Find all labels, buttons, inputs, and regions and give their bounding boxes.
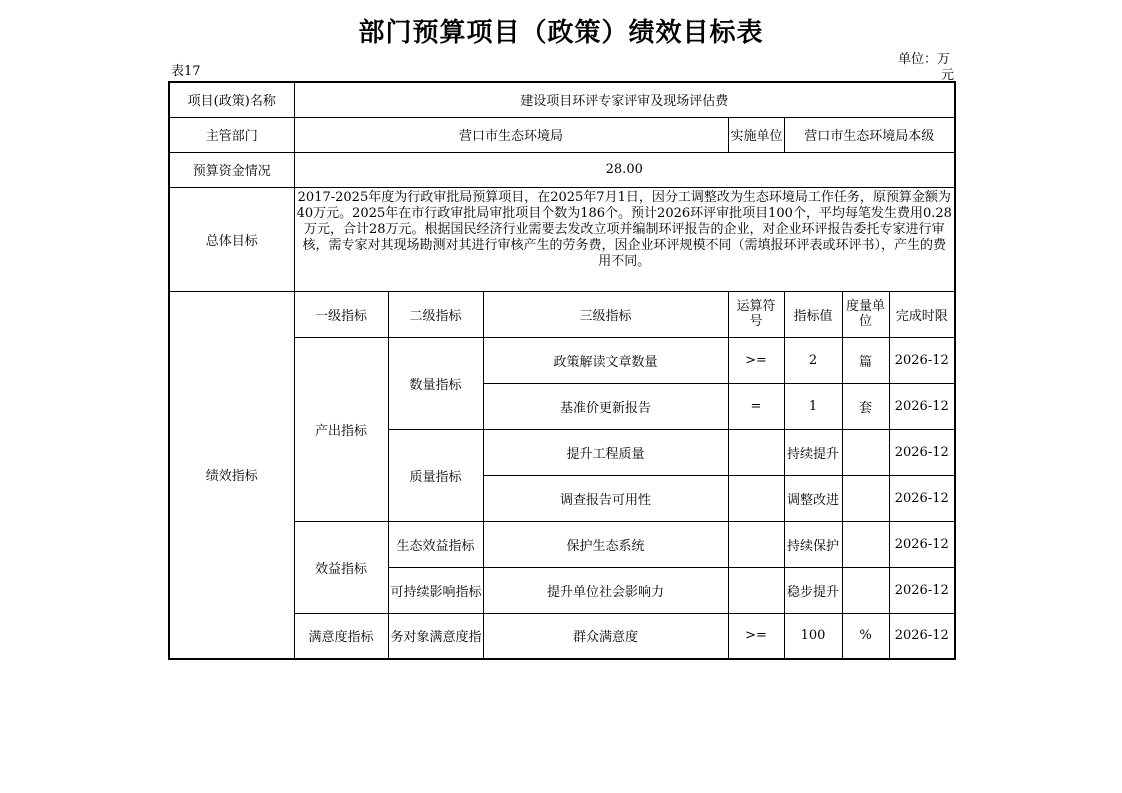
indicator-unit [842,521,889,567]
project-name-label: 项目(政策)名称 [169,82,294,117]
indicator-op [728,475,784,521]
goal-row [169,187,955,291]
indicator-name: 提升工程质量 [483,429,728,475]
indicator-name: 群众满意度 [483,613,728,659]
header-operator: 运算符号 [728,291,784,337]
indicator-op [728,429,784,475]
budget-row [169,152,955,187]
table-number: 表17 [171,64,201,79]
indicator-value: 100 [784,613,842,659]
group-eco: 生态效益指标 [388,521,483,567]
indicator-unit: % [842,613,889,659]
header-level2: 二级指标 [388,291,483,337]
indicator-value: 持续提升 [784,429,842,475]
indicator-unit: 套 [842,383,889,429]
indicator-value: 持续保护 [784,521,842,567]
group-service-satisfaction: 务对象满意度指 [388,613,483,659]
header-deadline: 完成时限 [889,291,955,337]
header-level3: 三级指标 [483,291,728,337]
indicator-name: 提升单位社会影响力 [483,567,728,613]
dept-value: 营口市生态环境局 [294,117,728,152]
indicator-unit: 篇 [842,337,889,383]
unit-label-line2: 元 [940,68,954,83]
indicator-op: >= [728,613,784,659]
indicator-unit [842,567,889,613]
group-output: 产出指标 [294,337,388,521]
unit-label-line1: 单位：万 [898,52,951,67]
group-quantity: 数量指标 [388,337,483,429]
department-row [169,117,955,152]
budget-value: 28.00 [294,152,955,187]
header-level1: 一级指标 [294,291,388,337]
project-name-row [169,82,955,117]
indicator-deadline: 2026-12 [889,383,955,429]
indicator-deadline: 2026-12 [889,567,955,613]
indicator-deadline: 2026-12 [889,521,955,567]
header-row [169,291,955,337]
impl-value: 营口市生态环境局本级 [784,117,955,152]
page-title: 部门预算项目（政策）绩效目标表 [358,18,764,48]
perf-label: 绩效指标 [169,291,294,659]
dept-label: 主管部门 [169,117,294,152]
project-name-value: 建设项目环评专家评审及现场评估费 [294,82,955,117]
performance-table [168,81,956,660]
indicator-deadline: 2026-12 [889,475,955,521]
indicator-value: 2 [784,337,842,383]
indicator-op: = [728,383,784,429]
budget-label: 预算资金情况 [169,152,294,187]
indicator-name: 基准价更新报告 [483,383,728,429]
indicator-value: 1 [784,383,842,429]
indicator-op [728,521,784,567]
header-value: 指标值 [784,291,842,337]
group-satisfaction: 满意度指标 [294,613,388,659]
indicator-deadline: 2026-12 [889,613,955,659]
group-quality: 质量指标 [388,429,483,521]
goal-label: 总体目标 [169,187,294,291]
group-sustain: 可持续影响指标 [388,567,483,613]
indicator-unit [842,429,889,475]
indicator-op: >= [728,337,784,383]
indicator-name: 调查报告可用性 [483,475,728,521]
indicator-value: 调整改进 [784,475,842,521]
group-benefit: 效益指标 [294,521,388,613]
indicator-name: 政策解读文章数量 [483,337,728,383]
indicator-deadline: 2026-12 [889,429,955,475]
unit-label [898,52,954,84]
indicator-op [728,567,784,613]
goal-value: 2017-2025年度为行政审批局预算项目，在2025年7月1日，因分工调整改为生态环境局工作任务，原预算金额为40万元。2025年在市行政审批局审批项目个数为186个。预计2026环评审批项目100个，平均每笔发生费用0.28万元，合计28万元。根据国民经济行业需要去发改立项并编制环评报告的企业，对企业环评报告委托专家进行审核，需专家对其现场勘测对其进行审核产生的劳务费，因企业环评规模不同（需填报环评表或环评书），产生的费用不同。 [294,187,955,291]
header-unit: 度量单位 [842,291,889,337]
indicator-deadline: 2026-12 [889,337,955,383]
indicator-unit [842,475,889,521]
indicator-name: 保护生态系统 [483,521,728,567]
indicator-value: 稳步提升 [784,567,842,613]
impl-label: 实施单位 [728,117,784,152]
